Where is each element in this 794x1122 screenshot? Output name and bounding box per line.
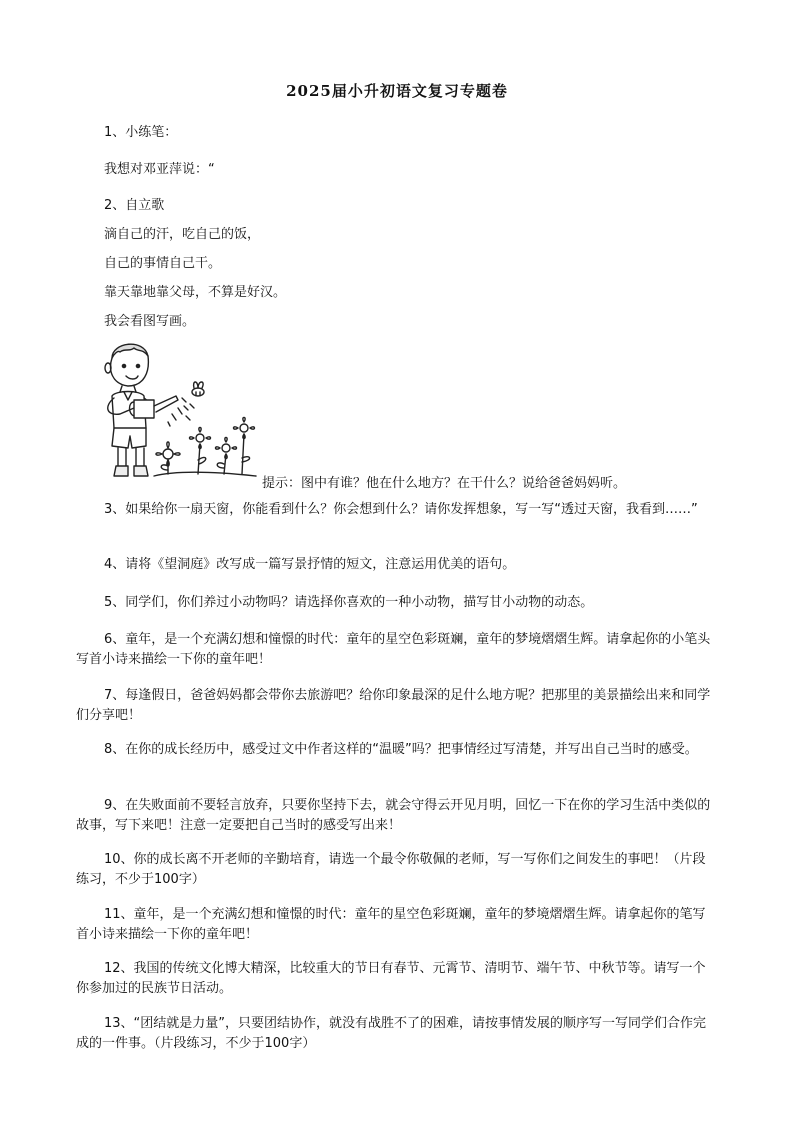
question-5: 5、同学们，你们养过小动物吗？请选择你喜欢的一种小动物，描写甘小动物的动态。: [104, 595, 594, 610]
picture-hint: 提示：图中有谁？他在什么地方？在干什么？说给爸爸妈妈听。: [262, 476, 627, 491]
poem-line-3: 靠天靠地靠父母，不算是好汉。: [104, 285, 287, 300]
boy-watering-flowers-illustration: [98, 336, 258, 482]
question-4: 4、请将《望洞庭》改写成一篇写景抒情的短文，注意运用优美的语句。: [104, 557, 516, 572]
question-3: 3、如果给你一扇天窗，你能看到什么？你会想到什么？请你发挥想象，写一写“透过天窗，我看到……”: [104, 502, 698, 517]
question-1-heading: 1、小练笔：: [104, 125, 178, 140]
question-11: 11、童年，是一个充满幻想和憧憬的时代：童年的星空色彩斑斓，童年的梦境熠熠生辉。请拿起你的笔写首小诗来描绘一下你的童年吧！: [76, 907, 706, 942]
poem-line-2: 自己的事情自己干。: [104, 256, 222, 271]
question-13: 13、“团结就是力量”，只要团结协作，就没有战胜不了的困难，请按事情发展的顺序写一写同学们合作完成的一件事。（片段练习，不少于100字）: [76, 1016, 707, 1051]
question-10: 10、你的成长离不开老师的辛勤培育，请选一个最令你敬佩的老师，写一写你们之间发生的事吧！（片段练习，不少于100字）: [76, 852, 706, 887]
question-2-heading: 2、自立歌: [104, 198, 165, 213]
page-title: 2025届小升初语文复习专题卷: [286, 82, 508, 100]
question-6: 6、童年，是一个充满幻想和憧憬的时代：童年的星空色彩斑斓，童年的梦境熠熠生辉。请拿起你的小笔头写首小诗来描绘一下你的童年吧！: [76, 632, 711, 667]
question-8: 8、在你的成长经历中，感受过文中作者这样的“温暖”吗？把事情经过写清楚，并写出自己当时的感受。: [104, 742, 698, 757]
poem-line-1: 滴自己的汗，吃自己的饭，: [104, 227, 261, 242]
question-9: 9、在失败面前不要轻言放弃，只要你坚持下去，就会守得云开见月明，回忆一下在你的学习生活中类似的故事，写下来吧！注意一定要把自己当时的感受写出来！: [76, 798, 711, 833]
question-12: 12、我国的传统文化博大精深，比较重大的节日有春节、元霄节、清明节、端午节、中秋节等。请写一个你参加过的民族节日活动。: [76, 961, 706, 996]
question-1-prompt: 我想对邓亚萍说：“: [104, 162, 215, 177]
question-7: 7、每逢假日，爸爸妈妈都会带你去旅游吧？给你印象最深的足什么地方呢？把那里的美景描绘出来和同学们分享吧！: [76, 688, 711, 723]
picture-writing-prompt: 我会看图写画。: [104, 314, 196, 329]
